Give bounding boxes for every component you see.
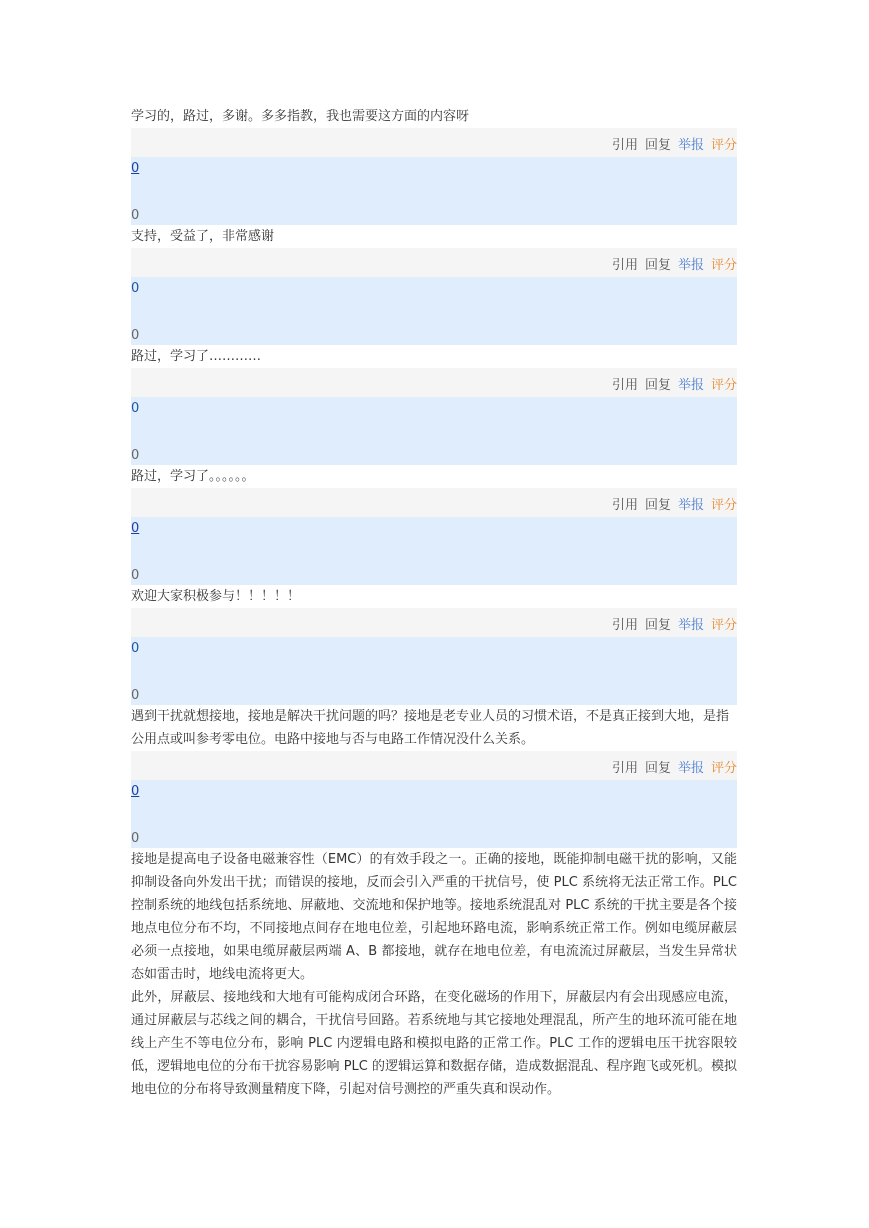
reply-link[interactable]: 回复 — [644, 137, 671, 153]
quote-link[interactable]: 引用 — [611, 257, 638, 273]
downvote-count[interactable]: 0 — [131, 328, 140, 343]
post-text: 欢迎大家积极参与！！！！！ — [131, 589, 301, 604]
post-action-bar — [131, 751, 737, 780]
reply-link[interactable]: 回复 — [644, 257, 671, 273]
post-action-bar — [131, 608, 737, 637]
article-body — [131, 848, 737, 1101]
vote-box — [131, 397, 737, 465]
reply-link[interactable]: 回复 — [644, 760, 671, 776]
post-text: 学习的，路过，多谢。多多指教，我也需要这方面的内容呀 — [131, 109, 470, 124]
report-link[interactable]: 举报 — [677, 617, 704, 633]
quote-link[interactable]: 引用 — [611, 760, 638, 776]
downvote-count[interactable]: 0 — [131, 568, 140, 583]
post-action-bar — [131, 128, 737, 157]
post-text: 路过，学习了………… — [131, 349, 262, 364]
thread-page — [131, 105, 737, 1101]
post-text: 遇到干扰就想接地，接地是解决干扰问题的吗？接地是老专业人员的习惯术语，不是真正接到大地，是指公用点或叫参考零电位。电路中接地与否与电路工作情况没什么关系。 — [131, 709, 730, 747]
rate-link[interactable]: 评分 — [710, 377, 737, 393]
rate-link[interactable]: 评分 — [710, 497, 737, 513]
reply-post — [131, 585, 737, 705]
quote-link[interactable]: 引用 — [611, 617, 638, 633]
vote-box — [131, 277, 737, 345]
article-paragraph: 此外，屏蔽层、接地线和大地有可能构成闭合环路，在变化磁场的作用下，屏蔽层内有会出现感应电流，通过屏蔽层与芯线之间的耦合，干扰信号回路。若系统地与其它接地处理混乱，所产生的地环流可能在地线上产生不等电位分布，影响 PLC 内逻辑电路和模拟电路的正常工作。PLC 工作的逻辑电压干扰容限较低，逻辑地电位的分布干扰容易影响 PLC 的逻辑运算和数据存储，造成数据混乱、程序跑飞或死机。模拟地电位的分布将导致测量精度下降，引起对信号测控的严重失真和误动作。 — [131, 990, 737, 1097]
post-action-bar — [131, 368, 737, 397]
reply-link[interactable]: 回复 — [644, 377, 671, 393]
vote-box — [131, 780, 737, 848]
quote-link[interactable]: 引用 — [611, 137, 638, 153]
quote-link[interactable]: 引用 — [611, 377, 638, 393]
post-text: 路过，学习了。。。。。。 — [131, 469, 255, 484]
reply-link[interactable]: 回复 — [644, 497, 671, 513]
post-text: 支持，受益了，非常感谢 — [131, 229, 275, 244]
report-link[interactable]: 举报 — [677, 497, 704, 513]
article-paragraph: 接地是提高电子设备电磁兼容性（EMC）的有效手段之一。正确的接地，既能抑制电磁干扰的影响，又能抑制设备向外发出干扰；而错误的接地，反而会引入严重的干扰信号，使 PLC 系统将无法正常工作。PLC 控制系统的地线包括系统地、屏蔽地、交流地和保护地等。接地系统混乱对 PLC 系统的干扰主要是各个接地点电位分布不均，不同接地点间存在地电位差，引起地环路电流，影响系统正常工作。例如电缆屏蔽层必须一点接地，如果电缆屏蔽层两端 A、B 都接地，就存在地电位差，有电流流过屏蔽层，当发生异常状态如雷击时，地线电流将更大。 — [131, 852, 737, 982]
rate-link[interactable]: 评分 — [710, 257, 737, 273]
upvote-count[interactable]: 0 — [131, 784, 140, 799]
post-action-bar — [131, 248, 737, 277]
reply-post — [131, 345, 737, 465]
vote-box — [131, 637, 737, 705]
upvote-count[interactable]: 0 — [131, 281, 140, 296]
rate-link[interactable]: 评分 — [710, 617, 737, 633]
upvote-count[interactable]: 0 — [131, 641, 140, 656]
downvote-count[interactable]: 0 — [131, 688, 140, 703]
report-link[interactable]: 举报 — [677, 137, 704, 153]
upvote-count[interactable]: 0 — [131, 401, 140, 416]
post-action-bar — [131, 488, 737, 517]
upvote-count[interactable]: 0 — [131, 521, 140, 536]
downvote-count[interactable]: 0 — [131, 831, 140, 846]
report-link[interactable]: 举报 — [677, 257, 704, 273]
quote-link[interactable]: 引用 — [611, 497, 638, 513]
report-link[interactable]: 举报 — [677, 760, 704, 776]
reply-post — [131, 225, 737, 345]
upvote-count[interactable]: 0 — [131, 161, 140, 176]
report-link[interactable]: 举报 — [677, 377, 704, 393]
reply-post — [131, 705, 737, 848]
rate-link[interactable]: 评分 — [710, 760, 737, 776]
vote-box — [131, 157, 737, 225]
reply-post — [131, 105, 737, 225]
rate-link[interactable]: 评分 — [710, 137, 737, 153]
downvote-count[interactable]: 0 — [131, 208, 140, 223]
reply-post — [131, 465, 737, 585]
downvote-count[interactable]: 0 — [131, 448, 140, 463]
reply-link[interactable]: 回复 — [644, 617, 671, 633]
vote-box — [131, 517, 737, 585]
